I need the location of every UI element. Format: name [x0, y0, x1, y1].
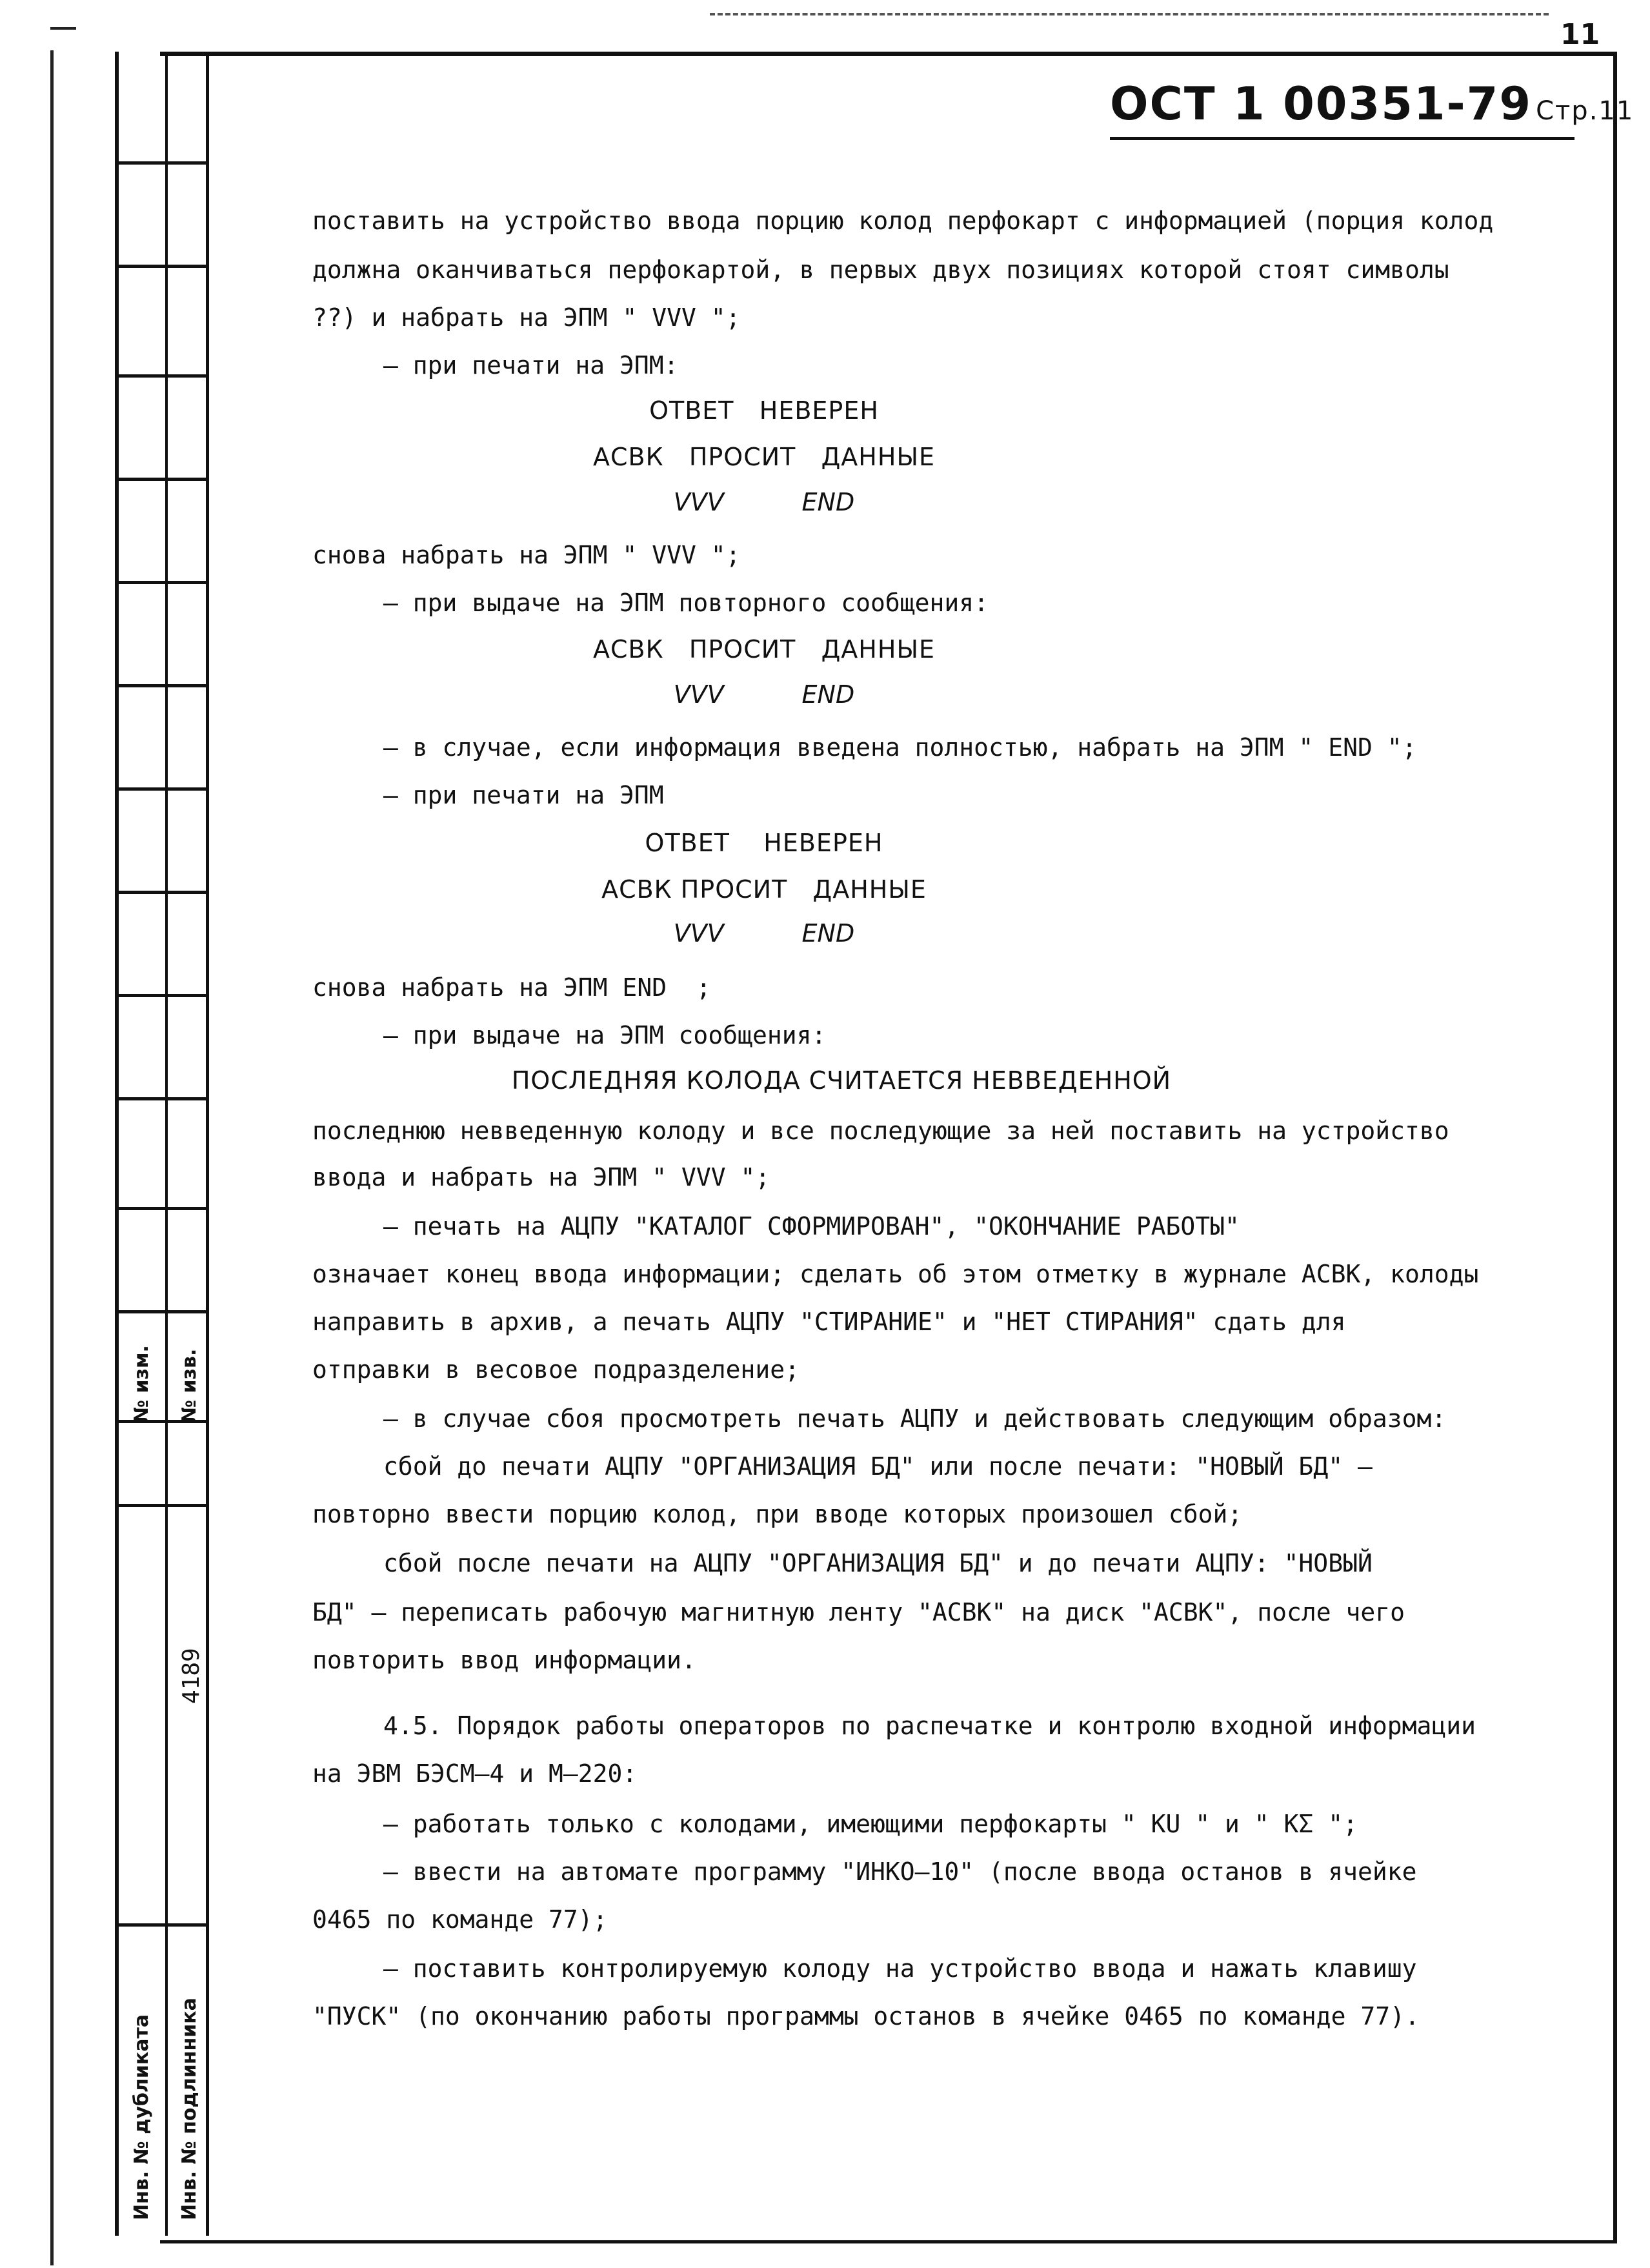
- text-line: повторно ввести порцию колод, при вводе которых произошел сбой;: [312, 1500, 1243, 1528]
- change-number-label: № изм.: [130, 1345, 153, 1423]
- text-line: – работать только с колодами, имеющими перфокарты " КU " и " КΣ ";: [383, 1810, 1358, 1838]
- text-line: снова набрать на ЭПМ END ;: [312, 973, 711, 1002]
- text-line: отправки в весовое подразделение;: [312, 1355, 800, 1384]
- text-line: – при выдаче на ЭПМ повторного сообщения:: [383, 589, 989, 617]
- message-line: АСВК ПРОСИТ ДАННЫЕ: [593, 635, 935, 663]
- notice-number-label: № изв.: [178, 1348, 201, 1423]
- text-line: поставить на устройство ввода порцию колод перфокарт с информацией (порция колод: [312, 207, 1494, 235]
- text-line: – при выдаче на ЭПМ сообщения:: [383, 1021, 827, 1049]
- message-line: ОТВЕТ НЕВЕРЕН: [649, 396, 879, 425]
- left-margin-rule: [50, 50, 54, 2265]
- text-line: на ЭВМ БЭСМ–4 и М–220:: [312, 1759, 638, 1788]
- text-line: – печать на АЦПУ "КАТАЛОГ СФОРМИРОВАН", "ОКОНЧАНИЕ РАБОТЫ": [383, 1212, 1240, 1240]
- message-line: VVV END: [673, 488, 855, 516]
- text-line: направить в архив, а печать АЦПУ "СТИРАНИЕ" и "НЕТ СТИРАНИЯ" сдать для: [312, 1308, 1346, 1336]
- text-line: сбой до печати АЦПУ "ОРГАНИЗАЦИЯ БД" или после печати: "НОВЫЙ БД" –: [383, 1452, 1373, 1481]
- text-line: – в случае, если информация введена полностью, набрать на ЭПМ " END ";: [383, 733, 1417, 762]
- text-line: – при печати на ЭПМ: [383, 781, 664, 809]
- message-line: VVV END: [673, 919, 855, 947]
- text-line: ??) и набрать на ЭПМ " VVV ";: [312, 303, 741, 332]
- standard-code: ОСТ 1 00351-79: [1110, 77, 1533, 130]
- text-line: БД" – переписать рабочую магнитную ленту "АСВК" на диск "АСВК", после чего: [312, 1598, 1405, 1626]
- header-underline: [1110, 137, 1575, 140]
- page-number: 11: [1560, 18, 1600, 51]
- text-line: – при печати на ЭПМ:: [383, 351, 679, 380]
- text-line: повторить ввод информации.: [312, 1646, 696, 1674]
- corner-mark: [50, 27, 76, 30]
- text-line: сбой после печати на АЦПУ "ОРГАНИЗАЦИЯ БД" и до печати АЦПУ: "НОВЫЙ: [383, 1549, 1373, 1577]
- message-line: АСВК ПРОСИТ ДАННЫЕ: [593, 443, 935, 471]
- text-line: 0465 по команде 77);: [312, 1905, 608, 1934]
- text-line: снова набрать на ЭПМ " VVV ";: [312, 541, 741, 569]
- page-label: Стр.11: [1536, 96, 1635, 126]
- duplicate-inventory-label: Инв. № дубликата: [130, 2014, 153, 2220]
- text-line: последнюю невведенную колоду и все последующие за ней поставить на устройство: [312, 1117, 1449, 1145]
- text-line: – ввести на автомате программу "ИНКО–10" (после ввода останов в ячейке: [383, 1858, 1417, 1886]
- text-line: должна оканчиваться перфокартой, в первых двух позициях которой стоят символы: [312, 256, 1449, 284]
- text-line: – поставить контролируемую колоду на устройство ввода и нажать клавишу: [383, 1954, 1417, 1983]
- top-dashed-line: [710, 13, 1549, 15]
- text-line: ввода и набрать на ЭПМ " VVV ";: [312, 1163, 770, 1191]
- text-line: – в случае сбоя просмотреть печать АЦПУ и действовать следующим образом:: [383, 1404, 1447, 1433]
- message-line: ПОСЛЕДНЯЯ КОЛОДА СЧИТАЕТСЯ НЕВВЕДЕННОЙ: [511, 1066, 1172, 1095]
- message-line: ОТВЕТ НЕВЕРЕН: [645, 829, 883, 857]
- message-line: АСВК ПРОСИТ ДАННЫЕ: [601, 875, 927, 904]
- message-line: VVV END: [673, 680, 855, 709]
- text-line: "ПУСК" (по окончанию работы программы останов в ячейке 0465 по команде 77).: [312, 2002, 1420, 2030]
- inventory-number: 4189: [178, 1648, 205, 1704]
- document-header: [1110, 77, 1634, 130]
- text-line: означает конец ввода информации; сделать об этом отметку в журнале АСВК, колоды: [312, 1260, 1479, 1288]
- original-inventory-label: Инв. № подлинника: [178, 1998, 201, 2220]
- text-line: 4.5. Порядок работы операторов по распечатке и контролю входной информации: [383, 1712, 1476, 1740]
